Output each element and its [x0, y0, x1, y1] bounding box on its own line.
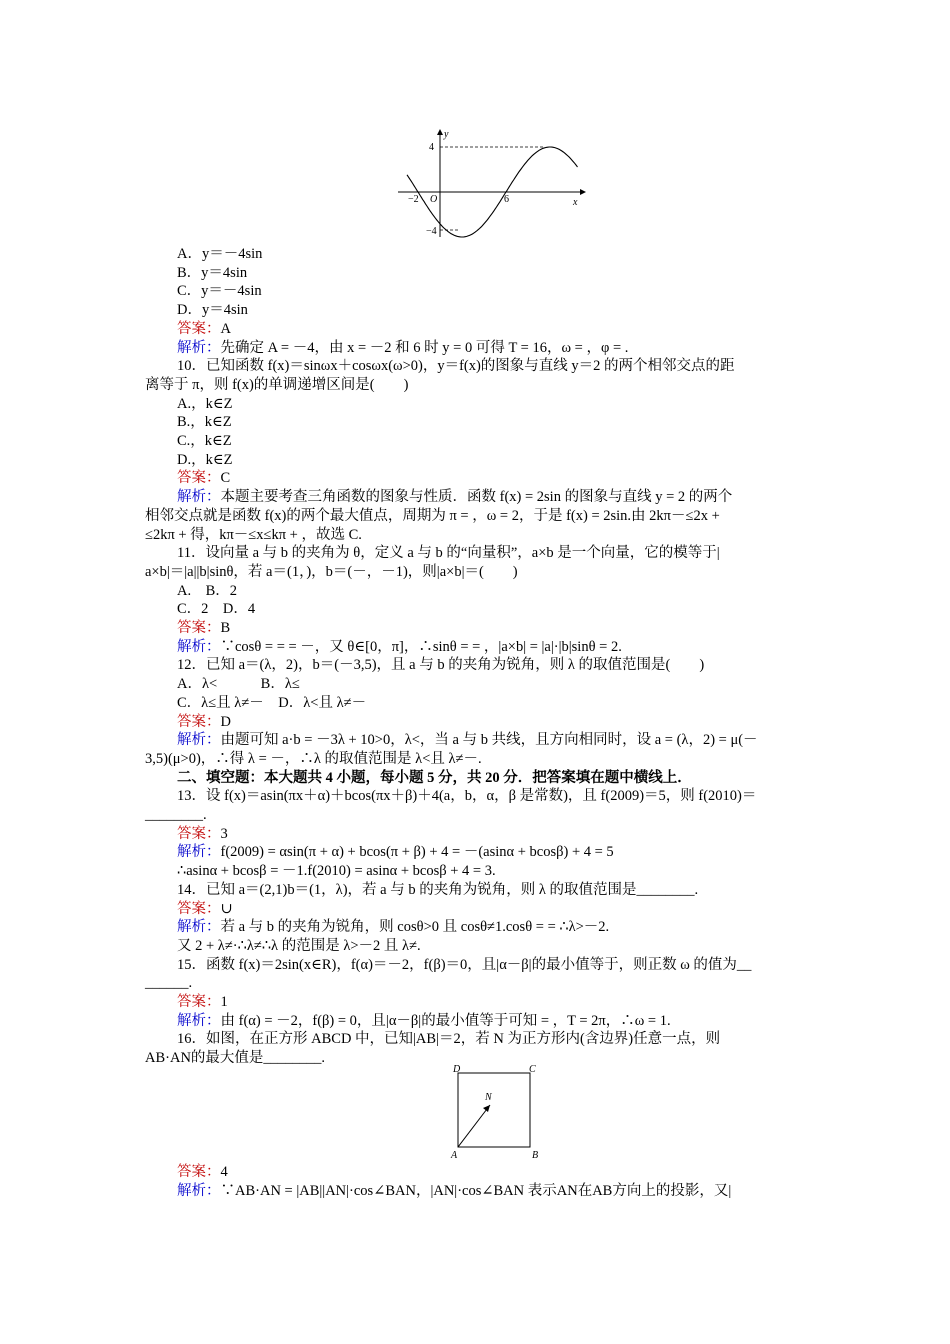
- text-line: 12．已知 a＝(λ，2)，b＝(－3,5)，且 a 与 b 的夹角为锐角，则 λ 的取值范围是( ): [177, 657, 705, 674]
- text-line: [177, 488, 837, 506]
- text-line: 11．设向量 a 与 b 的夹角为 θ，定义 a 与 b 的“向量积”，a×b 是一个向量，它的模等于|: [177, 545, 720, 562]
- text-line: [177, 993, 837, 1011]
- vertex-d-label: D: [453, 1064, 461, 1075]
- line-content: 1: [220, 994, 228, 1010]
- line-content: 若 a 与 b 的夹角为锐角，则 cosθ>0 且 cosθ≠1.cosθ = = ∴λ>－2.: [220, 919, 610, 936]
- x-axis-label: x: [573, 197, 578, 208]
- answer-label: 答案：: [177, 713, 221, 730]
- tick-neg2-label: −2: [408, 194, 419, 205]
- tick-neg4-label: −4: [426, 226, 437, 237]
- text-line: A.，k∈Z: [177, 395, 233, 412]
- text-line: A．λ< B．λ≤: [177, 676, 300, 693]
- text-line: C．y＝－4sin: [177, 283, 262, 300]
- text-line: 又 2 + λ≠·∴λ≠∴λ 的范围是 λ>－2 且 λ≠.: [177, 937, 421, 954]
- text-line: [177, 619, 837, 637]
- text-line: 离等于 π，则 f(x)的单调递增区间是( ): [145, 376, 409, 393]
- answer-label: 答案：: [177, 620, 221, 636]
- explanation-label: 解析：: [177, 919, 221, 936]
- answer-label: 答案：: [177, 470, 221, 487]
- text-line: C．2 D．4: [177, 601, 256, 618]
- text-line: [177, 469, 837, 487]
- line-content: A: [220, 320, 231, 337]
- vector-an-arrowhead: [483, 1105, 490, 1112]
- line-content: ∵cosθ = = = －，又 θ∈[0，π]，∴sinθ = = ，|a×b| = |a|·|b|sinθ = 2.: [220, 638, 622, 655]
- line-content: 4: [220, 1164, 228, 1180]
- text-line: B．y＝4sin: [177, 264, 248, 281]
- line-content: ∵AB·AN = |AB||AN|·cos∠BAN，|AN|·cos∠BAN 表示AN在AB方向上的投影，又|: [220, 1182, 732, 1199]
- tick-4-label: 4: [429, 142, 434, 153]
- text-line: [177, 843, 837, 861]
- text-line: 13．设 f(x)＝asin(πx＋α)＋bcos(πx＋β)＋4(a，b，α，β 是常数)，且 f(2009)＝5，则 f(2010)＝: [177, 788, 757, 805]
- text-line: 15．函数 f(x)＝2sin(x∈R)，f(α)＝－2，f(β)＝0，且|α－β|的最小值等于，则正数 ω 的值为__: [177, 956, 752, 973]
- text-line: [177, 900, 837, 918]
- text-line: ∴asinα + bcosβ = －1.f(2010) = asinα + bcosβ + 4 = 3.: [177, 863, 496, 880]
- text-line: 10．已知函数 f(x)＝sinωx＋cosωx(ω>0)，y＝f(x)的图象与直线 y＝2 的两个相邻交点的距: [177, 358, 735, 375]
- explanation-label: 解析：: [177, 1012, 221, 1029]
- answer-label: 答案：: [177, 994, 221, 1010]
- explanation-label: 解析：: [177, 339, 221, 356]
- explanation-label: 解析：: [177, 844, 221, 861]
- vertex-c-label: C: [529, 1064, 536, 1075]
- text-line: [177, 825, 837, 843]
- square-outline: [458, 1073, 530, 1147]
- vertex-b-label: B: [532, 1150, 539, 1161]
- answer-label: 答案：: [177, 320, 221, 337]
- line-content: 本题主要考查三角函数的图象与性质．函数 f(x) = 2sin 的图象与直线 y = 2 的两个: [220, 489, 733, 506]
- text-line: [177, 1163, 837, 1181]
- line-content: 3: [220, 825, 228, 842]
- text-line: C．λ≤且 λ≠－ D．λ<且 λ≠－: [177, 694, 367, 711]
- vertex-a-label: A: [451, 1150, 458, 1161]
- answer-label: 答案：: [177, 900, 221, 917]
- text-line: AB·AN的最大值是________.: [145, 1050, 326, 1067]
- text-line: a×b|＝|a||b|sinθ，若 a＝(1，)，b＝(－，－1)，则|a×b|＝( ): [145, 563, 518, 580]
- text-line: [177, 1182, 837, 1200]
- line-content: C: [220, 470, 231, 487]
- square-abcd-figure: [445, 1063, 545, 1163]
- text-line: 二、填空题：本大题共 4 小题，每小题 5 分，共 20 分．把答案填在题中横线上．: [177, 769, 692, 786]
- text-line: 相邻交点就是函数 f(x)的两个最大值点，周期为 π = ，ω = 2，于是 f(x) = 2sin.由 2kπ－≤2x +: [145, 507, 720, 524]
- line-content: f(2009) = αsin(π + α) + bcos(π + β) + 4 = －(asinα + bcosβ) + 4 = 5: [220, 844, 614, 861]
- line-content: D: [220, 713, 231, 730]
- vector-an: [458, 1105, 490, 1147]
- x-axis-arrow: [580, 189, 586, 195]
- tick-6-label: 6: [504, 194, 509, 205]
- text-line: [177, 339, 837, 357]
- text-line: [177, 320, 837, 338]
- line-content: ∪: [220, 900, 233, 917]
- text-line: A．y＝－4sin: [177, 246, 263, 262]
- text-line: D．y＝4sin: [177, 302, 248, 319]
- sine-graph-figure: [398, 125, 588, 240]
- line-content: B: [220, 620, 231, 636]
- text-line: 3,5)(μ>0)，∴得 λ = －，∴λ 的取值范围是 λ<且 λ≠－.: [145, 750, 482, 767]
- text-line: [177, 638, 837, 656]
- answer-label: 答案：: [177, 825, 221, 842]
- origin-label: O: [430, 194, 438, 205]
- y-axis-arrow: [437, 129, 443, 135]
- explanation-label: 解析：: [177, 732, 221, 749]
- text-line: C.，k∈Z: [177, 433, 232, 449]
- text-line: 14．已知 a＝(2,1)b＝(1，λ)，若 a 与 b 的夹角为锐角，则 λ 的取值范围是________.: [177, 881, 699, 898]
- text-line: 16．如图，在正方形 ABCD 中，已知|AB|＝2，若 N 为正方形内(含边界)任意一点，则: [177, 1031, 721, 1048]
- text-line: ≤2kπ + 得，kπ－≤x≤kπ + ，故选 C.: [145, 526, 362, 543]
- text-line: B.，k∈Z: [177, 414, 232, 431]
- text-line: A. B．2: [177, 582, 238, 599]
- explanation-label: 解析：: [177, 638, 221, 655]
- text-line: ______.: [145, 975, 193, 992]
- line-content: 先确定 A = －4，由 x = －2 和 6 时 y = 0 可得 T = 16，ω = ，φ = .: [220, 339, 629, 356]
- text-line: [177, 918, 837, 936]
- line-content: 由题可知 a·b = －3λ + 10>0，λ<，当 a 与 b 共线，且方向相同时，设 a = (λ，2) = μ(－: [220, 732, 758, 749]
- answer-label: 答案：: [177, 1164, 221, 1180]
- line-content: 由 f(α) = －2，f(β) = 0，且|α－β|的最小值等于可知 = ，T = 2π，∴ω = 1.: [220, 1012, 671, 1029]
- text-line: [177, 713, 837, 731]
- text-line: [177, 731, 837, 749]
- explanation-label: 解析：: [177, 489, 221, 506]
- point-n-label: N: [485, 1092, 492, 1103]
- y-axis-label: y: [444, 129, 449, 140]
- text-line: D.，k∈Z: [177, 451, 233, 468]
- text-line: ________.: [145, 807, 207, 823]
- explanation-label: 解析：: [177, 1182, 221, 1199]
- text-line: [177, 1012, 837, 1030]
